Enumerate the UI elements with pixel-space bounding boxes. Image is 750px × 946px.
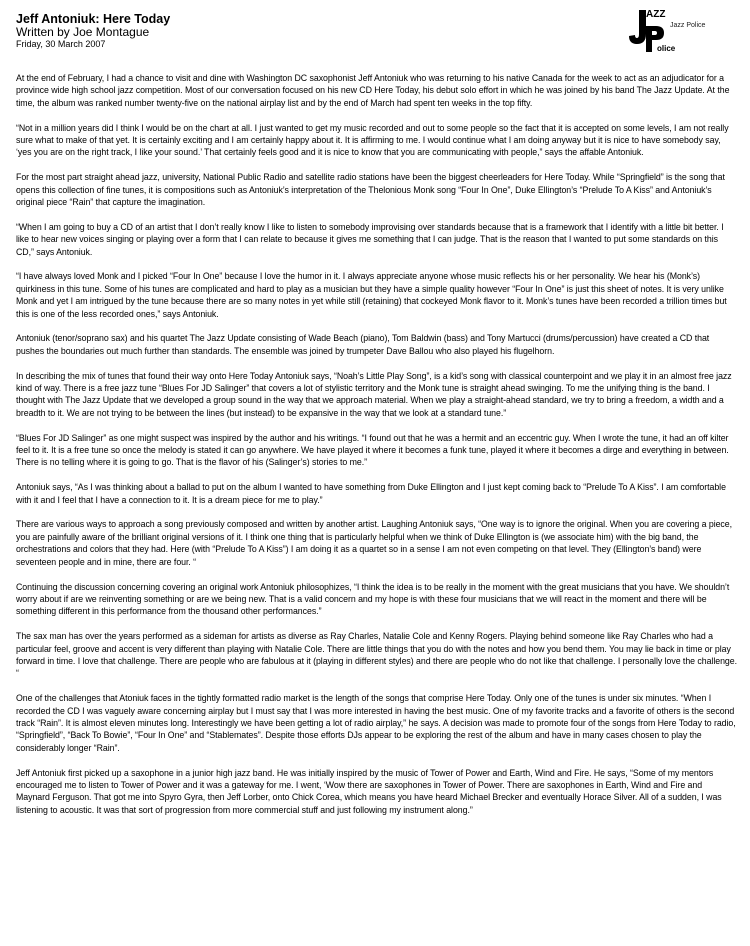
- paragraph: At the end of February, I had a chance to visit and dine with Washington DC saxophonist Jeff Antoniuk who was returning to his native Canada for the week to act as an adjudicator for a province wide high school jazz competition. Most of our conversation focused on his new CD Here Today, his debut solo effort in which he was joined by his band The Jazz Update. At the time, the album was ranked number twenty-five on the national airplay list and by the end of March had spent ten weeks in the top fifty.: [16, 73, 730, 108]
- paragraph: “Not in a million years did I think I would be on the chart at all. I just wanted to get my music recorded and out to some people so the fact that it is accepted on some levels, I am not really sure what to make of that yet. It is certainly exciting and I am certainly happy about it. It is affirming to me. I would continue what I am doing anyway but it is nice to have somebody say, ‘yes you are on the right track, I like your sound.’ That certainly feels good and it is nice to know that you are communicating with people,” says the affable Antoniuk.: [16, 122, 729, 158]
- paragraph: “When I am going to buy a CD of an artist that I don’t really know I like to listen to somebody improvising over standards because that is a framework that I identify with a little bit better. I like to hear new voices singing or playing over a form that I can relate to because it gives me something that I can judge. That is the reason that I wanted to put some standards on this CD,” says Antoniuk.: [16, 221, 724, 257]
- article-header: [16, 9, 738, 72]
- article-date: Friday, 30 March 2007: [16, 39, 106, 49]
- article-body: [16, 72, 738, 816]
- svg-text:AZZ: AZZ: [646, 9, 666, 20]
- article-page: [16, 9, 738, 829]
- paragraph: Antoniuk says, “As I was thinking about a ballad to put on the album I wanted to have something from Duke Ellington and I just kept coming back to “Prelude To A Kiss”. I am comfortable with it and I feel that I have a connection to it. It is a dream piece for me to play.”: [16, 482, 726, 505]
- paragraph: In describing the mix of tunes that found their way onto Here Today Antoniuk says, “Noah’s Little Play Song”, is a kid’s song with classical counterpoint and we play it in an almost free jazz kind of way. There is a free jazz tune “Blues For JD Salinger” that covers a lot of stylistic territory and the Monk tune is straight ahead swinging. To me the unifying thing is the band. I thought with The Jazz Update that we developed a group sound in the way that we approach material. When we play a straight-ahead standard, we try to bring a freedom, a width and a breadth to it. We are not trying to be between the lines (but instead) to be expansive in the way that we look at a standard tune.”: [16, 370, 732, 418]
- paragraph: One of the challenges that Atoniuk faces in the tightly formatted radio market is the length of the songs that comprise Here Today. Only one of the tunes is under six minutes. “When I recorded the CD I was vaguely aware concerning airplay but I must say that I was more interested in having the best music. One of my favorite tracks and a favorite of others is the second track “Rain”. It is almost eleven minutes long. Interestingly we have been getting a lot of radio airplay,” he says. A decision was made to promote four of the songs from Here Today to radio, “Springfield”, “Back To Bowie”, “Four In One” and “Stablemates”. Despite those efforts DJs appear to be exploring the rest of the album and have in many cases chosen to play the considerably longer “Rain”.: [16, 693, 736, 753]
- paragraph: Antoniuk (tenor/soprano sax) and his quartet The Jazz Update consisting of Wade Beach (piano), Tom Baldwin (bass) and Tony Martucci (drums/percussion) have created a CD that pushes the boundaries out much further than standards. The ensemble was joined by trumpeter Dave Ballou who also played his flugelhorn.: [16, 333, 710, 356]
- svg-text:olice: olice: [657, 44, 676, 53]
- paragraph: Continuing the discussion concerning covering an original work Antoniuk philosophizes, “I think the idea is to be really in the moment with the great musicians that you have. We shouldn’t worry about if are we reinventing something or are we being new. That is a valid concern and my hope is with these four musicians that we will react in the moment and there will be something different in this performance from the thousand other performances.”: [16, 581, 730, 617]
- paragraph: The sax man has over the years performed as a sideman for artists as diverse as Ray Charles, Natalie Cole and Kenny Rogers. Playing behind someone like Ray Charles who had a particular feel, groove and accent is very different than playing with Natalie Cole. There are little things that you do with the notes and how you bend them. You may lie back in time or play forward in time. I love that challenge. There are people who are fabulous at it (playing in different styles) and there are people who do not like that challenge. I personally love the challenge. “: [16, 631, 738, 679]
- article-title: Jeff Antoniuk: Here Today: [16, 12, 171, 26]
- jazz-police-logo-icon: [624, 4, 678, 56]
- article-byline: Written by Joe Montague: [16, 25, 150, 39]
- paragraph: Jeff Antoniuk first picked up a saxophone in a junior high jazz band. He was initially inspired by the music of Tower of Power and Earth, Wind and Fire. He says, “Some of my mentors encouraged me to listen to Tower of Power and it was a gateway for me. I went, ‘Wow there are saxophones in Tower of Power. There are saxophones in Earth, Wind and Fire and Maynard Ferguson. That got me into Spyro Gyra, then Jeff Lorber, onto Chick Corea, which means you have heard Michael Brecker and eventually Horace Silver. All of a sudden, I was listening to acoustic. It was that sort of progression from more commercial stuff and just following my instrument along.”: [16, 767, 722, 815]
- paragraph: There are various ways to approach a song previously composed and written by another artist. Laughing Antoniuk says, “One way is to ignore the original. When you are covering a piece, you are painfully aware of the brilliant original versions of it. I think one thing that is particularly helpful when we think of Duke Ellington is (we associate him) with the big band, the orchestrations and colors that they had. Here (with “Prelude To A Kiss”) I am doing it as a quartet so in a sense I am not even competing on that level. They (Ellington’s band) were seventeen people and in mine, there are four. “: [16, 519, 733, 567]
- paragraph: “I have always loved Monk and I picked “Four In One” because I love the humor in it. I always appreciate anyone whose music reflects his or her personality. We hear his (Monk’s) quirkiness in this tune. Some of his tunes are complicated and hard to play as a musician but they have a simple quality however “Four In One” is just this sheet of notes. It is very unlike Monk and yet I am intrigued by the tune because there are so many notes in yet while still (retaining) that cockeyed Monk flavor to it. Monk’s tunes have been recorded a trillion times but this is one of the less recorded ones,” says Antoniuk.: [16, 271, 727, 319]
- logo-caption: Jazz Police: [670, 22, 706, 29]
- paragraph: For the most part straight ahead jazz, university, National Public Radio and satellite radio stations have been the biggest cheerleaders for Here Today. While “Springfield” is the song that opens this collection of fine tunes, it is compositions such as Antoniuk’s interpretation of the Thelonious Monk song “Four In One”, Duke Ellington’s “Prelude To A Kiss” and Antoniuk’s original piece “Rain” that capture the imagination.: [16, 172, 725, 208]
- paragraph: “Blues For JD Salinger” as one might suspect was inspired by the author and his writings. “I found out that he was a hermit and an eccentric guy. When I wrote the tune, it had an off kilter feel to it. It is a free tune so once the melody is stated it can go anywhere. We have played it where it becomes a funk tune, played it where it becomes a dirge and everything in between. There is no telling where it is going to go. That is the flavor of his (Salinger’s) stories to me.”: [16, 432, 729, 468]
